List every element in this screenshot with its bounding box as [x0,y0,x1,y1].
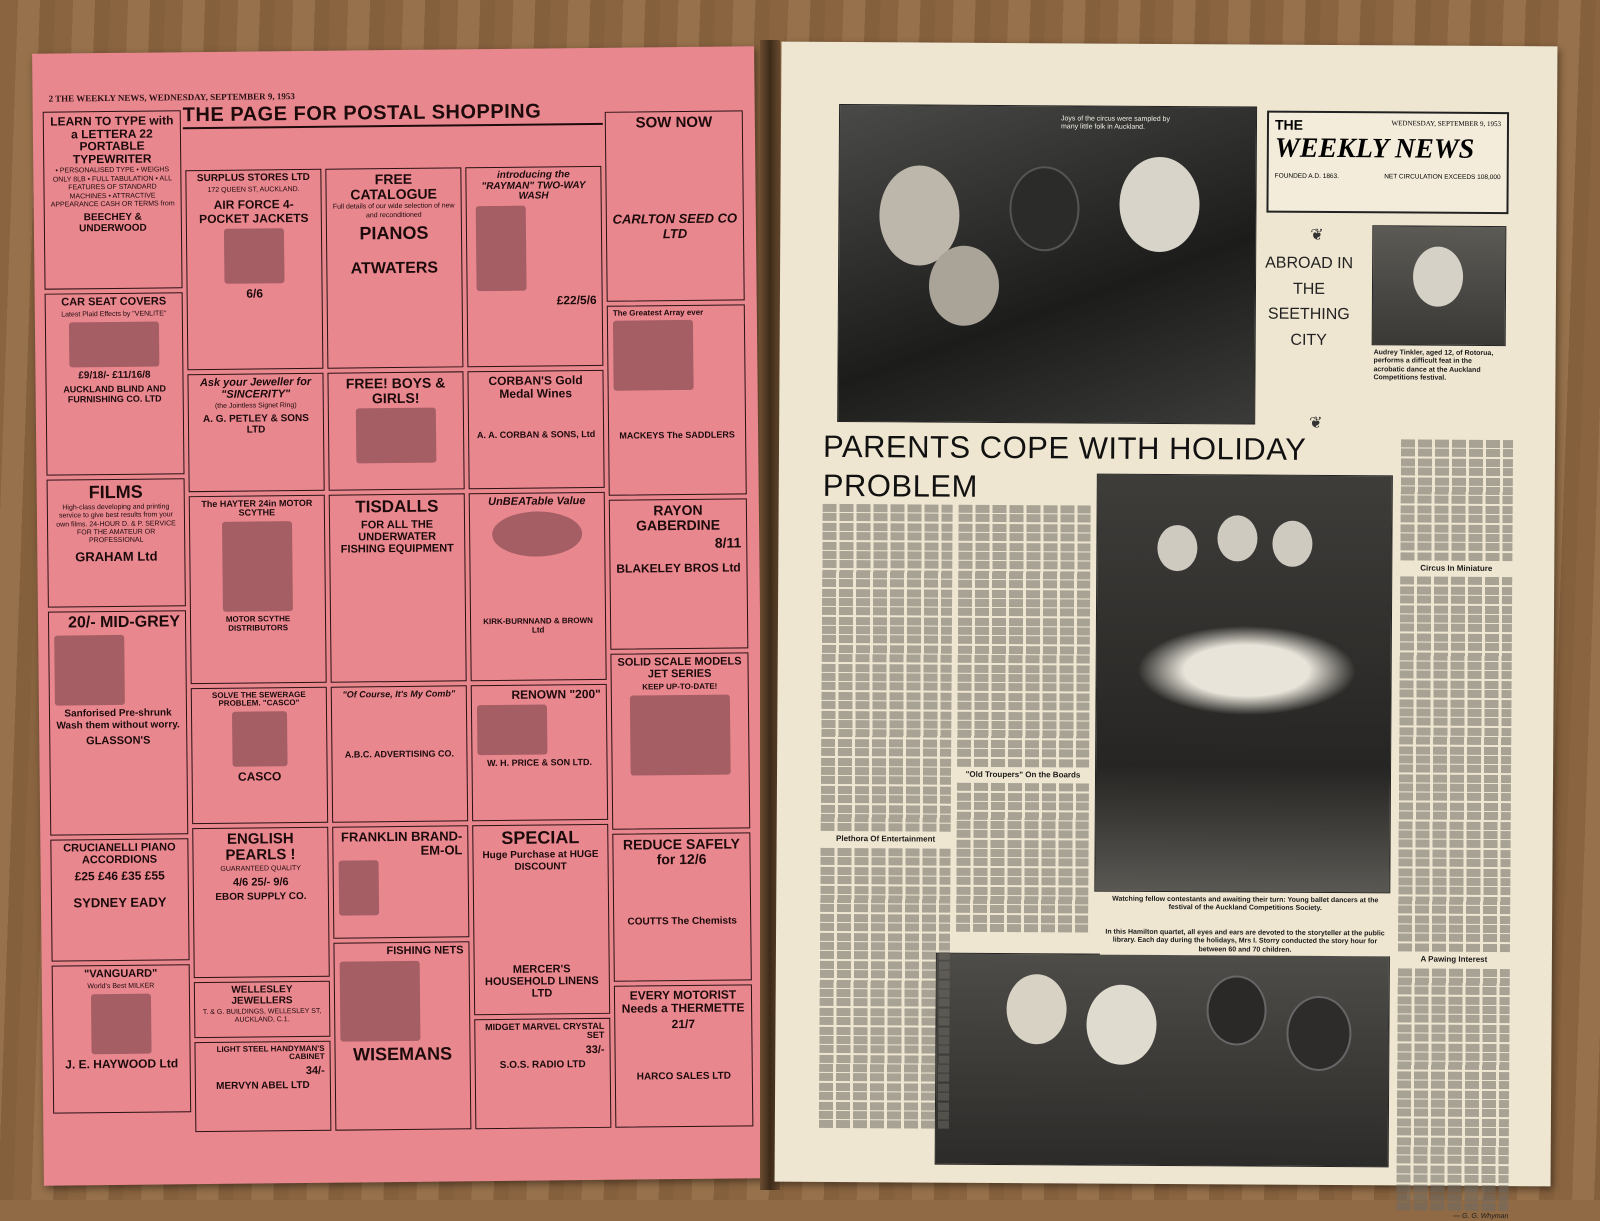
ad-advertiser: GLASSON'S [86,734,151,748]
ad-headline: SOLVE THE SEWERAGE PROBLEM. "CASCO" [211,689,306,709]
ad-advertiser: MERVYN ABEL LTD [216,1079,310,1092]
ad-side-drum [469,492,607,681]
ad-headline: FILMS [88,481,143,503]
kicker-abroad-seething-city: ABROAD IN THE SEETHING CITY [1265,254,1354,349]
page-title: THE PAGE FOR POSTAL SHOPPING [183,100,603,129]
caption-ballet-dancers: Watching fellow contestants and awaiting their turn: Young ballet dancers at the festival of the Auckland Competitions Society. [1112,895,1379,913]
fishing-image [340,960,421,1041]
ad-jet-scale-models [610,652,750,829]
article-column-3 [1397,439,1513,1220]
weekly-news-page [775,42,1558,1220]
saddle-image [613,320,694,391]
postal-shopping-page [32,46,766,1185]
subhead-old-troupers: "Old Troupers" On the Boards [965,769,1081,780]
masthead-circulation: NET CIRCULATION EXCEEDS 108,000 [1384,173,1501,182]
ad-franklin-brand-em-ol [332,825,469,938]
story-hour-photo [935,953,1390,1168]
masthead-date: WEDNESDAY, SEPTEMBER 9, 1953 [1391,119,1502,129]
ad-headline: "Of Course, It's My Comb" [342,688,456,700]
ad-surplus-stores [185,169,323,370]
ad-wisemans-fishing-nets [333,941,471,1130]
ad-price: 4/6 25/- 9/6 [232,876,289,889]
ad-renown-projector [471,684,608,821]
ad-advertiser: CARLTON SEED CO LTD [612,210,738,241]
ad-advertiser: A. G. PETLEY & SONS LTD [202,413,309,437]
ad-text: T. & G. BUILDINGS, WELLESLEY ST, AUCKLAND, C.1. [202,1007,322,1025]
drum-image [492,511,582,557]
ad-advertiser: BEECHEY & UNDERWOOD [79,211,147,235]
washer-image [476,205,527,291]
masthead [1266,111,1509,214]
jet-models-image [630,694,731,775]
ad-text: World's Best MILKER [87,982,155,990]
ad-price: £9/18/- £11/16/8 [78,369,151,382]
ad-thermette [614,984,753,1127]
ad-advertiser: KIRK-BURNNAND & BROWN Ltd [483,615,593,635]
masthead-founded: FOUNDED A.D. 1863. [1274,172,1340,181]
ad-text: (the Jointless Signet Ring) [214,402,297,411]
ad-headline: REDUCE SAFELY for 12/6 [622,835,740,868]
ad-headline: CORBAN'S Gold Medal Wines [488,373,583,401]
ad-text: Sanforised Pre-shrunk Wash them without worry. [56,707,180,732]
ad-headline: MIDGET MARVEL CRYSTAL SET [485,1020,605,1041]
ad-advertiser: W. H. PRICE & SON LTD. [487,756,593,768]
caption-circus: Joys of the circus were sampled by many little folk in Auckland. [1060,115,1170,132]
ad-text: 172 QUEEN ST, AUCKLAND. [207,185,300,194]
ad-advertiser: SYDNEY EADY [73,894,167,911]
ad-advertiser: BLAKELEY BROS Ltd [616,560,741,577]
ad-headline: SOW NOW [635,113,713,132]
ad-price: 21/7 [671,1017,696,1032]
ad-subheadline: AIR FORCE 4-POCKET JACKETS [199,196,309,226]
ad-advertiser: AUCKLAND BLIND AND FURNISHING CO. LTD [63,383,166,405]
casco-unit-image [231,711,287,767]
ad-text: GUARANTEED QUALITY [220,864,301,873]
ad-casco [191,687,328,824]
ad-text: • PERSONALISED TYPE • WEIGHS ONLY 8LB • FULL TABULATION • ALL FEATURES OF STANDARD MACHINES • ATTRACTIVE APPEARANCE CASH OR TERMS from [50,166,175,209]
article-column-2 [956,505,1091,946]
ad-text: Huge Purchase at HUGE DISCOUNT [482,848,599,873]
ad-free-catalogue-pianos [325,167,463,368]
ad-advertiser: COUTTS The Chemists [627,915,738,928]
subhead-pawing-interest: A Pawing Interest [1420,954,1488,964]
ad-advertiser: HARCO SALES LTD [636,1070,732,1083]
ad-advertiser: A. A. CORBAN & SONS, Ltd [476,429,596,441]
ad-headline: LEARN TO TYPE with a LETTERA 22 PORTABLE TYPEWRITER [50,113,174,167]
ad-lettera-typewriter [43,110,183,289]
circus-photo [837,104,1257,425]
ad-vanguard-milker [52,964,192,1113]
ad-reduce-safely [612,832,752,981]
ad-headline: SOLID SCALE MODELS JET SERIES [617,655,742,680]
ad-special-linens [472,824,610,1015]
ad-price: 8/11 [714,534,742,552]
ad-advertiser: MACKEYS The SADDLERS [619,429,735,442]
ad-advertiser: EBOR SUPPLY CO. [215,890,307,903]
ad-text: High-class developing and printing service to give best results from your own films. 24-HOUR D. & P. SERVICE FOR THE AMATEUR OR PROFESSIONAL [56,503,176,545]
ad-price: 34/- [305,1064,325,1077]
ad-advertiser: ATWATERS [350,259,439,278]
ad-headline: FRANKLIN BRAND-EM-OL [340,828,463,858]
ad-headline: WELLESLEY JEWELLERS [231,984,293,1007]
ad-advertiser: GRAHAM Ltd [75,548,158,565]
ad-headline: RAYON GABERDINE [635,501,721,534]
ad-headline: SPECIAL [501,827,580,848]
article-column-1 [819,504,953,1161]
subhead-circus-in-miniature: Circus In Miniature [1420,563,1493,573]
ad-advertiser: CASCO [237,769,282,784]
ad-headline: CRUCIANELLI PIANO ACCORDIONS [63,841,176,866]
ad-advertiser: A.B.C. ADVERTISING CO. [344,748,455,761]
ad-tisdalls [329,493,467,682]
subhead-plethora: Plethora Of Entertainment [836,834,936,844]
ad-headline: Ask your Jeweller for "SINCERITY" [199,375,312,401]
masthead-title: WEEKLY NEWS [1274,132,1475,165]
ad-advertiser: WISEMANS [352,1043,453,1065]
ad-sow-now-carlton-seed [605,110,745,301]
ad-headline: UnBEATable Value [488,495,586,509]
ad-headline: TISDALLS [355,496,439,517]
ad-price: £25 £46 £35 £55 [74,868,165,884]
ad-advertiser: MERCER'S HOUSEHOLD LINENS LTD [484,963,599,1000]
masthead-the: THE [1274,116,1304,133]
ad-headline: FISHING NETS [386,944,464,958]
ad-corbans-wines [467,370,604,489]
ad-headline: RENOWN "200" [511,686,601,702]
projector-image [477,704,548,755]
masthead-footer [1275,173,1501,181]
ad-text: KEEP UP-TO-DATE! [642,681,718,692]
ad-headline: "VANGUARD" [84,967,158,981]
ad-headline: ENGLISH PEARLS ! [225,830,296,864]
jacket-image [224,228,285,284]
ad-films [47,478,186,607]
ad-headline: introducing the "RAYMAN" TWO-WAY WASH [481,169,586,202]
shirt-image [54,635,125,706]
ad-rayman-wash [465,166,603,367]
ad-wellesley-jewellers [194,981,331,1038]
ad-advertiser: J. E. HAYWOOD Ltd [65,1056,179,1072]
ad-free-boys-girls [327,371,464,490]
ad-product: PIANOS [359,222,429,244]
ad-crucianelli-accordions [50,838,189,961]
ad-mid-grey-shirts [48,610,188,835]
ad-price: 6/6 [246,286,264,301]
ad-headline: CAR SEAT COVERS [61,295,167,309]
gifts-image [356,408,437,464]
ad-price: 33/- [585,1043,605,1056]
ad-handyman-cabinet [194,1041,331,1132]
caption-story-hour-main: In this Hamilton quartet, all eyes and ears are devoted to the storyteller at the public library. Each day during the holidays, Mrs I. Storry conducted the story hour for between 60 and 70 children. [1100,928,1390,957]
ad-headline: EVERY MOTORIST Needs a THERMETTE [621,987,745,1016]
ad-advertiser: MOTOR SCYTHE DISTRIBUTORS [225,614,291,633]
audrey-tinkler-photo [1372,225,1507,346]
ad-headline: The HAYTER 24in MOTOR SCYTHE [201,497,313,519]
ad-my-comb [331,685,468,822]
ad-mackeys-saddlers [607,304,747,495]
byline: — G. G. Whyman [1453,1212,1509,1220]
ad-sincerity-ring [187,373,324,492]
ad-price: £22/5/6 [556,292,597,307]
car-seat-image [69,321,159,367]
ad-headline: FREE! BOYS & GIRLS! [345,374,446,406]
tin-image [339,861,380,916]
ad-car-seat-covers [45,292,185,475]
milker-image [91,994,152,1055]
ad-headline: 20/- MID-GREY [67,613,181,632]
scythe-image [222,521,293,612]
ad-text: Full details of our wide selection of new and reconditioned [332,202,455,220]
ad-text: Latest Plaid Effects by "VENLITE" [61,309,167,319]
ad-midget-marvel-crystal-set [474,1018,611,1129]
ad-rayon-gaberdine [609,498,749,649]
kicker-ornament-bottom: ❦ [1309,414,1323,432]
kicker-ornament-top: ❦ [1310,226,1324,244]
ad-headline: SURPLUS STORES LTD [196,171,310,185]
ballet-dancers-photo [1094,474,1393,894]
ad-english-pearls [192,827,330,978]
ad-headline: The Greatest Array ever [612,307,704,318]
ad-headline: LIGHT STEEL HANDYMAN'S CABINET [216,1043,325,1062]
ad-advertiser: S.O.S. RADIO LTD [499,1058,586,1071]
ad-headline: FREE CATALOGUE [350,170,437,203]
page-header: 2 THE WEEKLY NEWS, WEDNESDAY, SEPTEMBER 9, 1953 [48,91,295,104]
caption-audrey-tinkler: Audrey Tinkler, aged 12, of Rotorua, performs a difficult feat in the acrobatic dance at the Auckland Competitions festival. [1373,349,1494,382]
headline: PARENTS COPE WITH HOLIDAY PROBLEM [822,428,1306,504]
ad-text: FOR ALL THE UNDERWATER FISHING EQUIPMENT [340,518,454,556]
ad-hayter-motor-scythe [189,495,327,684]
